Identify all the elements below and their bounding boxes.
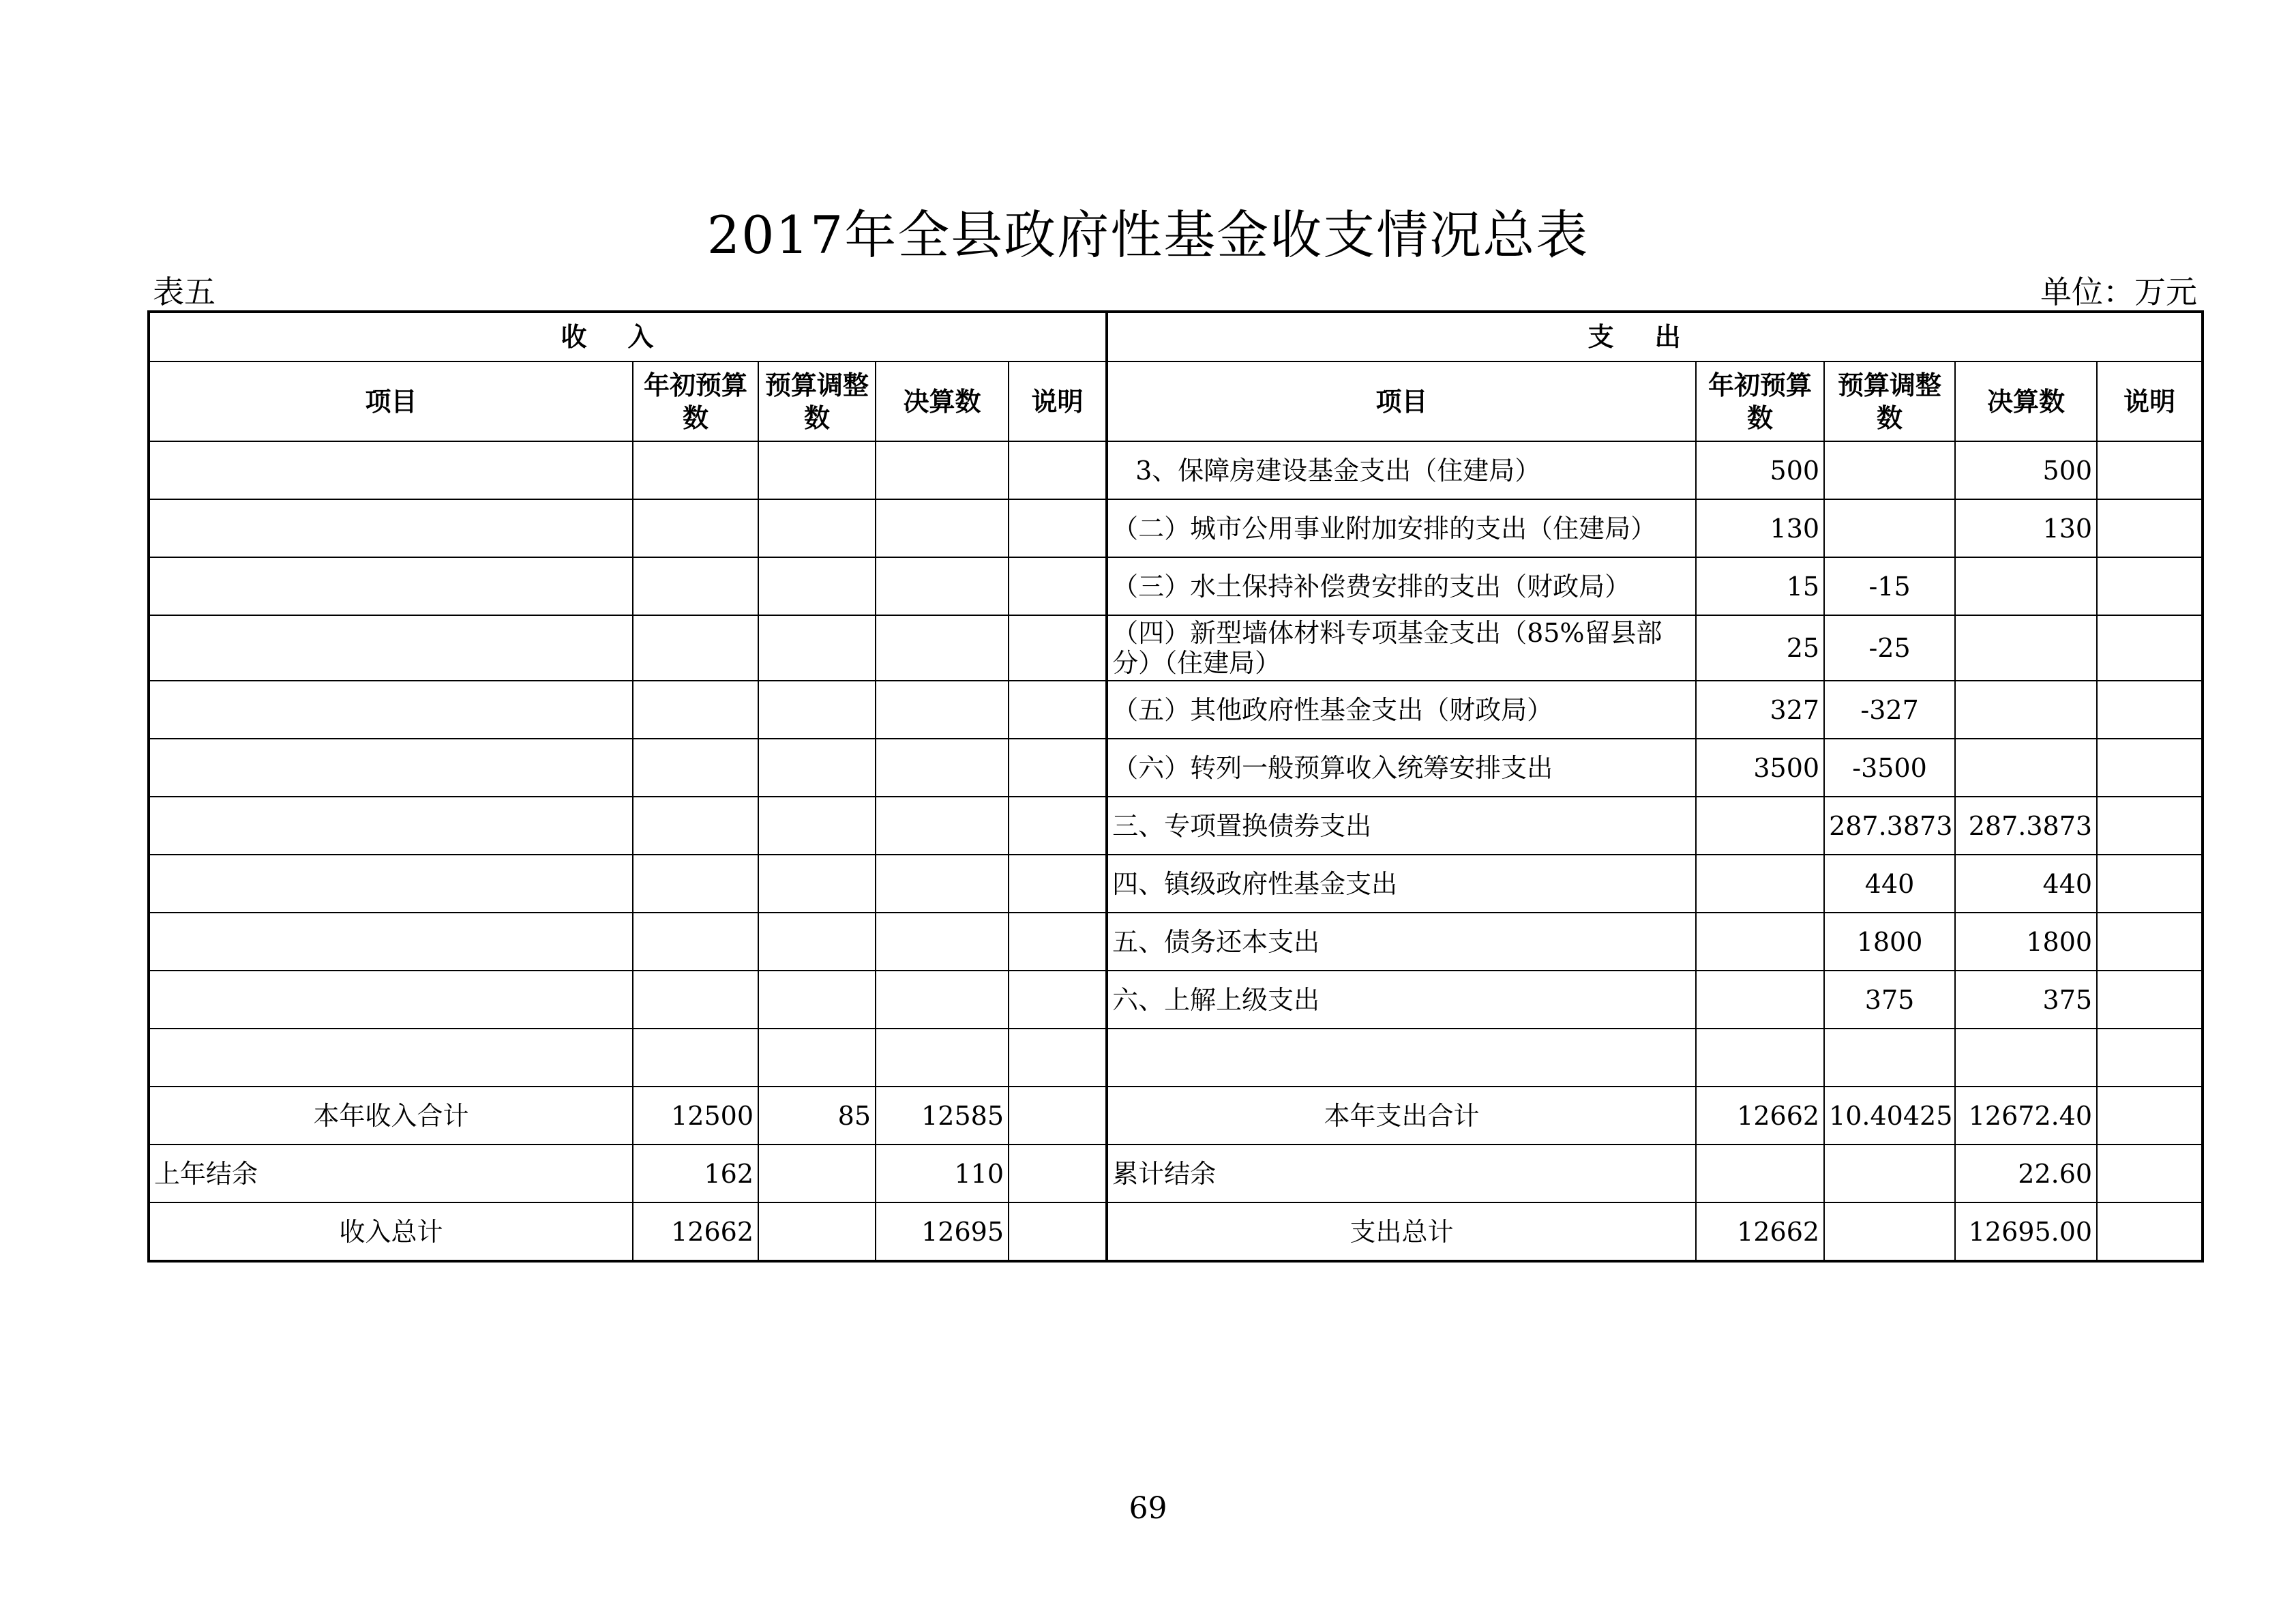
income-final-accounts-cell: [876, 797, 1009, 855]
expense-final-accounts-cell: 500: [1955, 441, 2097, 499]
fund-summary-table: [147, 310, 2204, 1263]
expense-notes-cell: [2097, 681, 2203, 739]
income-notes-cell: [1009, 855, 1107, 913]
expense-notes-cell: [2097, 499, 2203, 557]
expense-notes-cell: [2097, 1029, 2203, 1087]
expense-budget-adjust-cell: [1824, 1145, 1955, 1202]
income-final-accounts-cell: [876, 681, 1009, 739]
income-notes-cell: [1009, 739, 1107, 797]
expense-initial-budget-cell: 25: [1696, 615, 1824, 681]
expense-budget-adjust-cell: 10.40425: [1824, 1087, 1955, 1145]
income-budget-adjust-cell: [758, 797, 876, 855]
expense-item-cell: 支出总计: [1107, 1202, 1696, 1261]
income-final-accounts-cell: 110: [876, 1145, 1009, 1202]
expense-notes-cell: [2097, 1087, 2203, 1145]
income-notes-cell: [1009, 557, 1107, 615]
expense-notes-cell: [2097, 441, 2203, 499]
expense-notes-cell: [2097, 739, 2203, 797]
expense-item-cell: （二）城市公用事业附加安排的支出（住建局）: [1107, 499, 1696, 557]
expense-final-accounts-cell: 130: [1955, 499, 2097, 557]
income-item-cell: [149, 971, 633, 1029]
income-initial-budget-cell: [633, 499, 758, 557]
expense-budget-adjust-cell: 375: [1824, 971, 1955, 1029]
expense-item-cell: 五、债务还本支出: [1107, 913, 1696, 971]
expense-initial-budget-cell: [1696, 913, 1824, 971]
expense-initial-budget-cell: [1696, 1145, 1824, 1202]
income-item-cell: [149, 557, 633, 615]
expense-final-accounts-cell: 1800: [1955, 913, 2097, 971]
income-budget-adjust-cell: 85: [758, 1087, 876, 1145]
income-final-accounts-cell: 12585: [876, 1087, 1009, 1145]
income-final-accounts-cell: [876, 971, 1009, 1029]
income-section-header: 收入: [149, 312, 1107, 361]
expense-final-accounts-cell: [1955, 615, 2097, 681]
expense-final-accounts-cell: 12695.00: [1955, 1202, 2097, 1261]
income-initial-budget-cell: [633, 681, 758, 739]
expense-final-accounts-cell: 287.3873: [1955, 797, 2097, 855]
income-initial-budget-cell: [633, 855, 758, 913]
expense-initial-budget-cell: 500: [1696, 441, 1824, 499]
income-notes-header: 说明: [1009, 361, 1107, 441]
income-final-accounts-cell: [876, 913, 1009, 971]
expense-item-header: 项目: [1107, 361, 1696, 441]
table-label: 表五: [153, 274, 215, 310]
expense-notes-cell: [2097, 557, 2203, 615]
expense-initial-budget-cell: 15: [1696, 557, 1824, 615]
income-initial-budget-cell: [633, 913, 758, 971]
table-row: [149, 913, 2203, 971]
income-budget-adjust-cell: [758, 615, 876, 681]
income-initial-budget-cell: [633, 441, 758, 499]
expense-section-header: 支出: [1107, 312, 2203, 361]
income-item-cell: [149, 615, 633, 681]
expense-final-accounts-header: 决算数: [1955, 361, 2097, 441]
income-final-accounts-cell: [876, 855, 1009, 913]
table-row: [149, 1087, 2203, 1145]
income-final-accounts-cell: [876, 441, 1009, 499]
income-final-accounts-cell: [876, 1029, 1009, 1087]
expense-budget-adjust-cell: -15: [1824, 557, 1955, 615]
expense-notes-cell: [2097, 797, 2203, 855]
income-notes-cell: [1009, 1087, 1107, 1145]
expense-initial-budget-cell: 327: [1696, 681, 1824, 739]
expense-item-cell: 六、上解上级支出: [1107, 971, 1696, 1029]
table-row: [149, 797, 2203, 855]
table-row: [149, 441, 2203, 499]
income-budget-adjust-header: 预算调整数: [758, 361, 876, 441]
expense-notes-header: 说明: [2097, 361, 2203, 441]
expense-final-accounts-cell: [1955, 739, 2097, 797]
income-notes-cell: [1009, 681, 1107, 739]
income-notes-cell: [1009, 1029, 1107, 1087]
expense-notes-cell: [2097, 855, 2203, 913]
income-initial-budget-cell: [633, 557, 758, 615]
income-final-accounts-cell: [876, 739, 1009, 797]
income-budget-adjust-cell: [758, 739, 876, 797]
income-item-cell: [149, 1029, 633, 1087]
income-item-cell: [149, 913, 633, 971]
income-notes-cell: [1009, 971, 1107, 1029]
income-notes-cell: [1009, 913, 1107, 971]
expense-initial-budget-cell: [1696, 855, 1824, 913]
expense-item-cell: 累计结余: [1107, 1145, 1696, 1202]
expense-initial-budget-header: 年初预算数: [1696, 361, 1824, 441]
expense-budget-adjust-header: 预算调整数: [1824, 361, 1955, 441]
income-notes-cell: [1009, 499, 1107, 557]
expense-final-accounts-cell: 375: [1955, 971, 2097, 1029]
table-row: [149, 681, 2203, 739]
income-notes-cell: [1009, 797, 1107, 855]
expense-budget-adjust-cell: [1824, 1029, 1955, 1087]
expense-notes-cell: [2097, 971, 2203, 1029]
income-initial-budget-cell: 162: [633, 1145, 758, 1202]
income-budget-adjust-cell: [758, 441, 876, 499]
expense-final-accounts-cell: 12672.40: [1955, 1087, 2097, 1145]
expense-item-cell: 3、保障房建设基金支出（住建局）: [1107, 441, 1696, 499]
income-final-accounts-header: 决算数: [876, 361, 1009, 441]
income-initial-budget-header: 年初预算数: [633, 361, 758, 441]
expense-item-cell: 本年支出合计: [1107, 1087, 1696, 1145]
expense-initial-budget-cell: 3500: [1696, 739, 1824, 797]
income-budget-adjust-cell: [758, 557, 876, 615]
unit-label: 单位：万元: [2040, 274, 2197, 310]
expense-notes-cell: [2097, 615, 2203, 681]
expense-final-accounts-cell: [1955, 1029, 2097, 1087]
table-row: [149, 615, 2203, 681]
income-initial-budget-cell: [633, 615, 758, 681]
income-item-cell: [149, 499, 633, 557]
expense-budget-adjust-cell: -25: [1824, 615, 1955, 681]
income-notes-cell: [1009, 1145, 1107, 1202]
income-item-cell: [149, 739, 633, 797]
expense-item-cell: （四）新型墙体材料专项基金支出（85%留县部分）（住建局）: [1107, 615, 1696, 681]
expense-item-cell: 三、专项置换债券支出: [1107, 797, 1696, 855]
income-notes-cell: [1009, 615, 1107, 681]
expense-item-cell: （五）其他政府性基金支出（财政局）: [1107, 681, 1696, 739]
expense-budget-adjust-cell: -3500: [1824, 739, 1955, 797]
income-budget-adjust-cell: [758, 1145, 876, 1202]
income-item-cell: 上年结余: [149, 1145, 633, 1202]
expense-initial-budget-cell: [1696, 971, 1824, 1029]
income-budget-adjust-cell: [758, 971, 876, 1029]
table-row: [149, 1145, 2203, 1202]
expense-budget-adjust-cell: 287.3873: [1824, 797, 1955, 855]
expense-budget-adjust-cell: [1824, 441, 1955, 499]
income-budget-adjust-cell: [758, 855, 876, 913]
table-row: [149, 739, 2203, 797]
table-row: [149, 557, 2203, 615]
expense-final-accounts-cell: [1955, 681, 2097, 739]
expense-notes-cell: [2097, 1202, 2203, 1261]
expense-budget-adjust-cell: 1800: [1824, 913, 1955, 971]
expense-final-accounts-cell: [1955, 557, 2097, 615]
income-initial-budget-cell: [633, 739, 758, 797]
expense-initial-budget-cell: 12662: [1696, 1087, 1824, 1145]
income-initial-budget-cell: [633, 1029, 758, 1087]
expense-budget-adjust-cell: [1824, 1202, 1955, 1261]
table-row: [149, 1029, 2203, 1087]
income-final-accounts-cell: [876, 615, 1009, 681]
expense-item-cell: 四、镇级政府性基金支出: [1107, 855, 1696, 913]
income-budget-adjust-cell: [758, 1202, 876, 1261]
table-row: [149, 971, 2203, 1029]
income-budget-adjust-cell: [758, 913, 876, 971]
table-row: [149, 499, 2203, 557]
expense-item-cell: （三）水土保持补偿费安排的支出（财政局）: [1107, 557, 1696, 615]
income-item-cell: [149, 441, 633, 499]
income-initial-budget-cell: 12500: [633, 1087, 758, 1145]
expense-budget-adjust-cell: -327: [1824, 681, 1955, 739]
table-row: [149, 1202, 2203, 1261]
page-title: 2017年全县政府性基金收支情况总表: [706, 205, 1590, 265]
income-budget-adjust-cell: [758, 1029, 876, 1087]
expense-budget-adjust-cell: [1824, 499, 1955, 557]
expense-item-cell: [1107, 1029, 1696, 1087]
income-initial-budget-cell: 12662: [633, 1202, 758, 1261]
income-budget-adjust-cell: [758, 681, 876, 739]
expense-notes-cell: [2097, 913, 2203, 971]
income-item-header: 项目: [149, 361, 633, 441]
income-final-accounts-cell: 12695: [876, 1202, 1009, 1261]
income-item-cell: [149, 855, 633, 913]
expense-notes-cell: [2097, 1145, 2203, 1202]
expense-final-accounts-cell: 22.60: [1955, 1145, 2097, 1202]
income-item-cell: [149, 681, 633, 739]
income-item-cell: 本年收入合计: [149, 1087, 633, 1145]
page-number: 69: [1129, 1491, 1167, 1526]
income-budget-adjust-cell: [758, 499, 876, 557]
table-row: [149, 855, 2203, 913]
income-notes-cell: [1009, 441, 1107, 499]
expense-final-accounts-cell: 440: [1955, 855, 2097, 913]
income-notes-cell: [1009, 1202, 1107, 1261]
section-header-row: [149, 312, 2203, 361]
expense-budget-adjust-cell: 440: [1824, 855, 1955, 913]
income-initial-budget-cell: [633, 797, 758, 855]
income-final-accounts-cell: [876, 499, 1009, 557]
expense-initial-budget-cell: 12662: [1696, 1202, 1824, 1261]
income-initial-budget-cell: [633, 971, 758, 1029]
expense-initial-budget-cell: [1696, 797, 1824, 855]
income-final-accounts-cell: [876, 557, 1009, 615]
column-header-row: [149, 361, 2203, 441]
expense-initial-budget-cell: [1696, 1029, 1824, 1087]
expense-initial-budget-cell: 130: [1696, 499, 1824, 557]
income-item-cell: 收入总计: [149, 1202, 633, 1261]
expense-item-cell: （六）转列一般预算收入统筹安排支出: [1107, 739, 1696, 797]
income-item-cell: [149, 797, 633, 855]
